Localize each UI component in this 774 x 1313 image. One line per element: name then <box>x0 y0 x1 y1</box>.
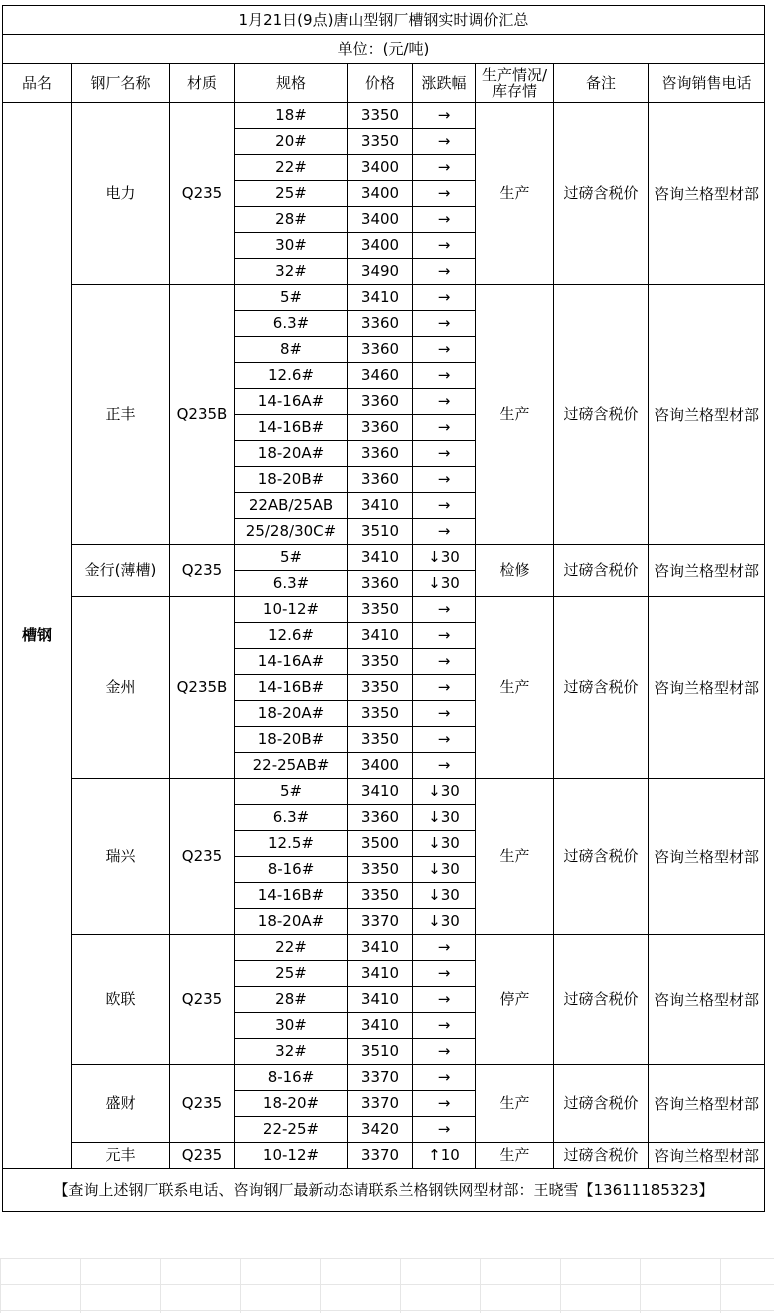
material-cell: Q235 <box>170 1065 235 1143</box>
header-price: 价格 <box>348 64 413 103</box>
spec-cell: 18-20A# <box>235 701 348 727</box>
contact-cell: 咨询兰格型材部 <box>649 935 765 1065</box>
spec-cell: 8-16# <box>235 857 348 883</box>
spec-cell: 5# <box>235 545 348 571</box>
spreadsheet-grid-background <box>0 1258 774 1313</box>
change-cell: → <box>413 493 476 519</box>
change-cell: → <box>413 467 476 493</box>
status-cell: 生产 <box>476 1143 554 1169</box>
table-row <box>3 545 765 571</box>
unit-label: 单位：(元/吨) <box>3 35 765 64</box>
mill-name: 盛财 <box>72 1065 170 1143</box>
header-status: 生产情况/库存情 <box>476 64 554 103</box>
change-cell: → <box>413 415 476 441</box>
spec-cell: 22# <box>235 155 348 181</box>
price-cell: 3350 <box>348 129 413 155</box>
spec-cell: 12.6# <box>235 623 348 649</box>
material-cell: Q235 <box>170 103 235 285</box>
spec-cell: 5# <box>235 285 348 311</box>
spec-cell: 10-12# <box>235 1143 348 1169</box>
spec-cell: 12.6# <box>235 363 348 389</box>
change-cell: → <box>413 649 476 675</box>
product-name: 槽钢 <box>3 103 72 1169</box>
price-cell: 3350 <box>348 701 413 727</box>
change-cell: → <box>413 155 476 181</box>
spec-cell: 18-20# <box>235 1091 348 1117</box>
spec-cell: 8# <box>235 337 348 363</box>
change-cell: ↓30 <box>413 545 476 571</box>
spec-cell: 12.5# <box>235 831 348 857</box>
change-cell: ↓30 <box>413 909 476 935</box>
price-cell: 3360 <box>348 311 413 337</box>
footer-row <box>3 1169 765 1212</box>
change-cell: → <box>413 1117 476 1143</box>
price-cell: 3370 <box>348 1091 413 1117</box>
change-cell: ↓30 <box>413 779 476 805</box>
header-change: 涨跌幅 <box>413 64 476 103</box>
spec-cell: 6.3# <box>235 571 348 597</box>
change-cell: → <box>413 1091 476 1117</box>
contact-cell: 咨询兰格型材部 <box>649 545 765 597</box>
material-cell: Q235 <box>170 545 235 597</box>
material-cell: Q235B <box>170 285 235 545</box>
table-row <box>3 1143 765 1169</box>
price-cell: 3360 <box>348 467 413 493</box>
change-cell: → <box>413 1039 476 1065</box>
spec-cell: 30# <box>235 233 348 259</box>
remark-cell: 过磅含税价 <box>554 103 649 285</box>
price-cell: 3350 <box>348 103 413 129</box>
change-cell: → <box>413 1013 476 1039</box>
contact-cell: 咨询兰格型材部 <box>649 285 765 545</box>
contact-cell: 咨询兰格型材部 <box>649 779 765 935</box>
spec-cell: 18-20B# <box>235 727 348 753</box>
price-cell: 3360 <box>348 415 413 441</box>
price-cell: 3350 <box>348 883 413 909</box>
table-row <box>3 285 765 311</box>
price-cell: 3410 <box>348 935 413 961</box>
table-row <box>3 1065 765 1091</box>
price-cell: 3400 <box>348 207 413 233</box>
change-cell: → <box>413 727 476 753</box>
spec-cell: 22-25AB# <box>235 753 348 779</box>
price-cell: 3410 <box>348 493 413 519</box>
change-cell: → <box>413 961 476 987</box>
price-cell: 3510 <box>348 519 413 545</box>
spec-cell: 22AB/25AB <box>235 493 348 519</box>
price-cell: 3410 <box>348 545 413 571</box>
spec-cell: 28# <box>235 207 348 233</box>
change-cell: → <box>413 441 476 467</box>
mill-name: 元丰 <box>72 1143 170 1169</box>
table-title: 1月21日(9点)唐山型钢厂槽钢实时调价汇总 <box>3 6 765 35</box>
price-cell: 3350 <box>348 857 413 883</box>
change-cell: → <box>413 103 476 129</box>
spec-cell: 18# <box>235 103 348 129</box>
change-cell: → <box>413 337 476 363</box>
remark-cell: 过磅含税价 <box>554 597 649 779</box>
status-cell: 检修 <box>476 545 554 597</box>
price-cell: 3410 <box>348 285 413 311</box>
spec-cell: 25# <box>235 181 348 207</box>
price-cell: 3410 <box>348 779 413 805</box>
footer-note: 【查询上述钢厂联系电话、咨询钢厂最新动态请联系兰格钢铁网型材部：王晓雪【13611185323】 <box>3 1169 765 1212</box>
contact-cell: 咨询兰格型材部 <box>649 597 765 779</box>
spec-cell: 18-20B# <box>235 467 348 493</box>
price-cell: 3490 <box>348 259 413 285</box>
price-table <box>2 5 765 1212</box>
price-cell: 3360 <box>348 389 413 415</box>
spec-cell: 28# <box>235 987 348 1013</box>
price-cell: 3350 <box>348 649 413 675</box>
price-cell: 3420 <box>348 1117 413 1143</box>
status-cell: 生产 <box>476 597 554 779</box>
change-cell: ↓30 <box>413 571 476 597</box>
table-row <box>3 597 765 623</box>
mill-name: 电力 <box>72 103 170 285</box>
status-cell: 生产 <box>476 779 554 935</box>
change-cell: ↓30 <box>413 883 476 909</box>
change-cell: → <box>413 363 476 389</box>
spec-cell: 32# <box>235 259 348 285</box>
price-cell: 3370 <box>348 1065 413 1091</box>
price-cell: 3350 <box>348 597 413 623</box>
price-cell: 3360 <box>348 571 413 597</box>
remark-cell: 过磅含税价 <box>554 1143 649 1169</box>
spec-cell: 18-20A# <box>235 909 348 935</box>
price-cell: 3370 <box>348 1143 413 1169</box>
change-cell: → <box>413 623 476 649</box>
mill-name: 瑞兴 <box>72 779 170 935</box>
change-cell: → <box>413 753 476 779</box>
spec-cell: 14-16B# <box>235 883 348 909</box>
spec-cell: 22-25# <box>235 1117 348 1143</box>
header-remark: 备注 <box>554 64 649 103</box>
table-row <box>3 103 765 129</box>
header-row <box>3 64 765 103</box>
contact-cell: 咨询兰格型材部 <box>649 103 765 285</box>
price-cell: 3350 <box>348 675 413 701</box>
material-cell: Q235B <box>170 597 235 779</box>
change-cell: → <box>413 597 476 623</box>
change-cell: → <box>413 233 476 259</box>
price-cell: 3400 <box>348 155 413 181</box>
mill-name: 金州 <box>72 597 170 779</box>
header-mill: 钢厂名称 <box>72 64 170 103</box>
change-cell: → <box>413 129 476 155</box>
header-spec: 规格 <box>235 64 348 103</box>
price-cell: 3400 <box>348 753 413 779</box>
contact-cell: 咨询兰格型材部 <box>649 1143 765 1169</box>
header-material: 材质 <box>170 64 235 103</box>
change-cell: → <box>413 1065 476 1091</box>
spec-cell: 10-12# <box>235 597 348 623</box>
change-cell: ↑10 <box>413 1143 476 1169</box>
change-cell: → <box>413 259 476 285</box>
material-cell: Q235 <box>170 779 235 935</box>
change-cell: → <box>413 311 476 337</box>
table-row <box>3 779 765 805</box>
spec-cell: 6.3# <box>235 311 348 337</box>
remark-cell: 过磅含税价 <box>554 545 649 597</box>
price-cell: 3360 <box>348 441 413 467</box>
spec-cell: 14-16A# <box>235 649 348 675</box>
price-cell: 3400 <box>348 233 413 259</box>
price-cell: 3370 <box>348 909 413 935</box>
status-cell: 生产 <box>476 1065 554 1143</box>
price-cell: 3350 <box>348 727 413 753</box>
status-cell: 生产 <box>476 285 554 545</box>
material-cell: Q235 <box>170 1143 235 1169</box>
price-cell: 3360 <box>348 337 413 363</box>
mill-name: 欧联 <box>72 935 170 1065</box>
price-cell: 3510 <box>348 1039 413 1065</box>
price-cell: 3500 <box>348 831 413 857</box>
change-cell: → <box>413 935 476 961</box>
contact-cell: 咨询兰格型材部 <box>649 1065 765 1143</box>
spec-cell: 25# <box>235 961 348 987</box>
spec-cell: 30# <box>235 1013 348 1039</box>
price-cell: 3360 <box>348 805 413 831</box>
remark-cell: 过磅含税价 <box>554 779 649 935</box>
spec-cell: 14-16B# <box>235 675 348 701</box>
material-cell: Q235 <box>170 935 235 1065</box>
remark-cell: 过磅含税价 <box>554 285 649 545</box>
header-product: 品名 <box>3 64 72 103</box>
change-cell: ↓30 <box>413 805 476 831</box>
spec-cell: 20# <box>235 129 348 155</box>
spec-cell: 32# <box>235 1039 348 1065</box>
spec-cell: 8-16# <box>235 1065 348 1091</box>
remark-cell: 过磅含税价 <box>554 1065 649 1143</box>
change-cell: ↓30 <box>413 831 476 857</box>
price-cell: 3460 <box>348 363 413 389</box>
mill-name: 金行(薄槽) <box>72 545 170 597</box>
change-cell: → <box>413 519 476 545</box>
price-cell: 3410 <box>348 623 413 649</box>
spec-cell: 18-20A# <box>235 441 348 467</box>
change-cell: → <box>413 987 476 1013</box>
change-cell: → <box>413 389 476 415</box>
price-cell: 3410 <box>348 961 413 987</box>
status-cell: 生产 <box>476 103 554 285</box>
change-cell: → <box>413 181 476 207</box>
spec-cell: 22# <box>235 935 348 961</box>
remark-cell: 过磅含税价 <box>554 935 649 1065</box>
spec-cell: 25/28/30C# <box>235 519 348 545</box>
price-cell: 3410 <box>348 987 413 1013</box>
spec-cell: 14-16B# <box>235 415 348 441</box>
spec-cell: 6.3# <box>235 805 348 831</box>
change-cell: → <box>413 701 476 727</box>
table-row <box>3 935 765 961</box>
price-cell: 3410 <box>348 1013 413 1039</box>
header-contact: 咨询销售电话 <box>649 64 765 103</box>
change-cell: → <box>413 675 476 701</box>
change-cell: ↓30 <box>413 857 476 883</box>
change-cell: → <box>413 285 476 311</box>
change-cell: → <box>413 207 476 233</box>
spec-cell: 14-16A# <box>235 389 348 415</box>
mill-name: 正丰 <box>72 285 170 545</box>
spec-cell: 5# <box>235 779 348 805</box>
status-cell: 停产 <box>476 935 554 1065</box>
price-cell: 3400 <box>348 181 413 207</box>
